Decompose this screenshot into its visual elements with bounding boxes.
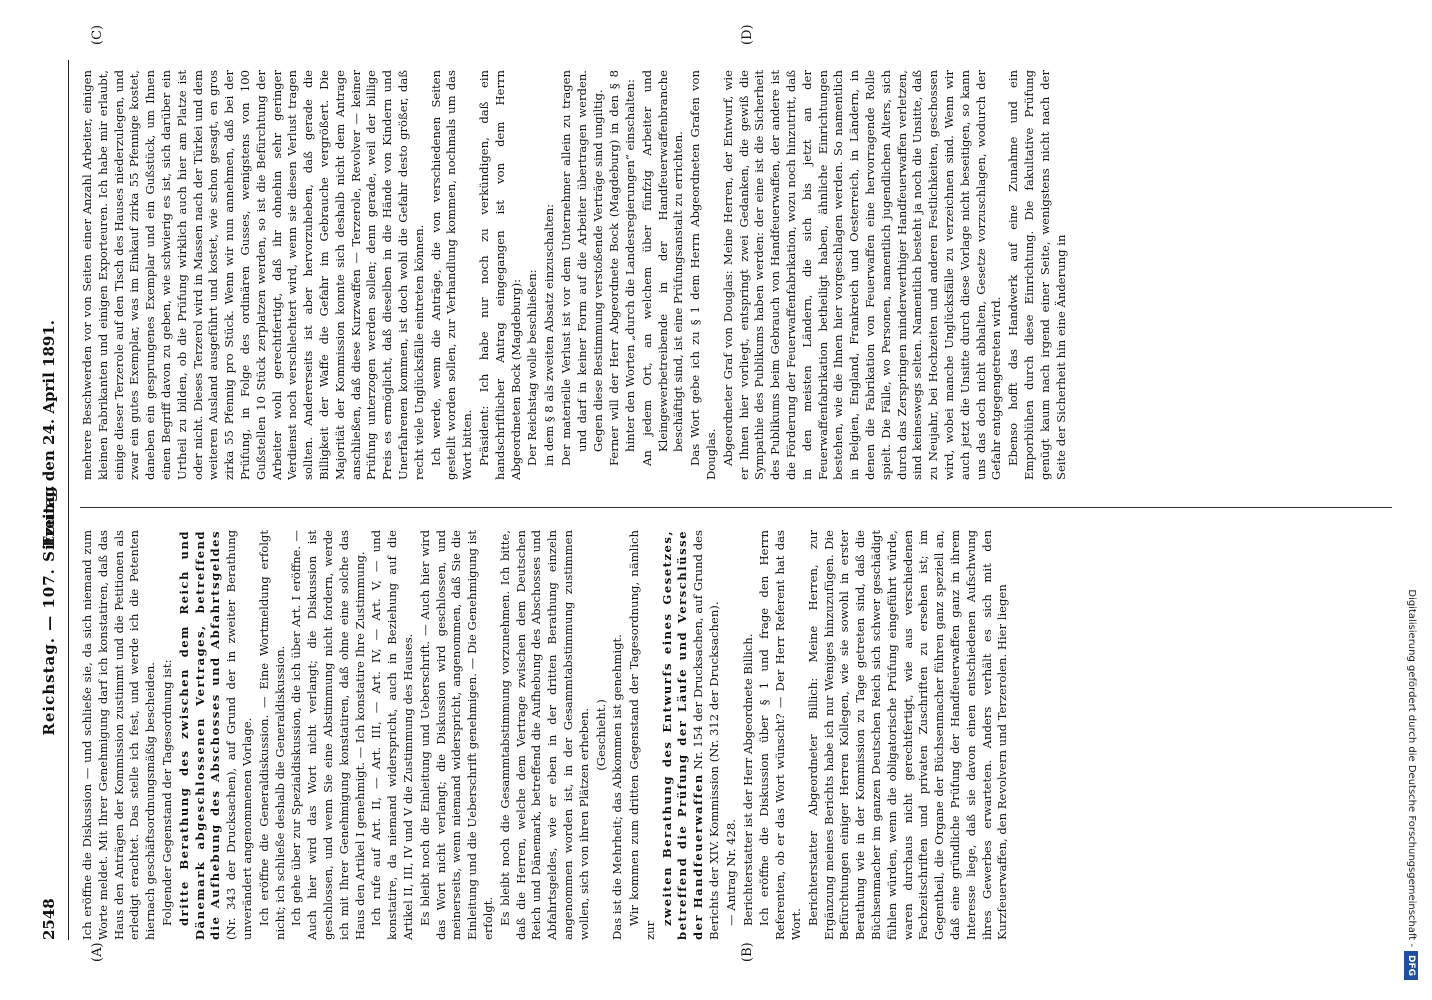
dfg-stamp: [1400, 20, 1422, 980]
paragraph-text: Der Reichstag wolle beschließen:: [525, 269, 540, 466]
margin-marker-d: (D): [740, 24, 755, 45]
paragraph: [289, 530, 368, 940]
paragraph-text: Berichterstatter Abgeordneter Billich: Meine Herren, zur Ergänzung meines Berichts habe ich nur Weniges hinzuzufügen. Die Befürchtungen einiger Herren Kollegen, wie sie sowohl in erster Berathung wie in der Kommission zu Tage getreten sind, daß die Büchsenmacher im ganzen Deutschen Reich sich schwer geschädigt fühlen würden, wenn die obligatorische Prüfung eingeführt würde, waren durchaus nicht gerechtfertigt, wie aus verschiedenen Fachzeitschriften und privaten Zuschriften zu ersehen ist; im Gegentheil, die Organe der Büchsenmacher führen ganz speziell an, daß eine gründliche Prüfung der Handfeuerwaffen ganz in ihrem Interesse liege, daß sie davon einen entschiedenen Aufschwung ihres Gewerbes erwarteten. Anders verhält es sich mit den Kurzfeuerwaffen, den Revolvern und Terzerolen. Hier liegen: [805, 530, 1010, 940]
paragraph-text: — Antrag Nr. 428.: [723, 819, 738, 926]
paragraph: [80, 530, 159, 940]
paragraph-text: mehrere Beschwerden vor von Seiten einer Anzahl Arbeiter, einigen kleinen Fabrikanten und einigen Exporteuren. Ich habe mir erlaubt, einige dieser Terzerole auf den Tisch des Hauses niederzulegen, und zwar ein gutes Exemplar, was im Einkauf zirka 55 Pfennige kostet, daneben ein gesprungenes Exemplar und ein Gußstück, um Ihnen einen Begriff davon zu geben, wie schwierig es ist, sich darüber ein Urtheil zu bilden, ob die Prüfung wirklich auch hier am Platze ist oder nicht. Dieses Terzerol wird in Massen nach der Türkei und dem weiteren Ausland ausgeführt und kostet, wie schon gesagt, en gros zirka 55 Pfennig pro Stück. Wenn wir nun annehmen, daß bei der Prüfung, in Folge des ordinären Gusses, wenigstens von 100 Gußstellen 10 Stück zerplatzen werden, so ist die Befürchtung der Arbeiter wohl gerechtfertigt, daß ihr ohnehin sehr geringer Verdienst noch verschlechtert wird, wenn sie diesen Verlust tragen sollten. Andererseits ist aber hervorzuheben, daß gerade die Billigkeit der Waffe die Gefahr im Gebrauche vergrößert. Die Majorität der Kommission konnte sich deshalb nicht dem Antrage anschließen, daß diese Kurzwaffen — Terzerole, Revolver — keiner Prüfung unterzogen werden sollen; denn gerade, weil der billige Preis es ermöglicht, daß dieselben in die Hände von Kindern und Unerfahrenen kommen, ist doch wohl die Gefahr desto größer, daß recht viele Unglücksfälle eintreten können.: [80, 70, 426, 480]
paragraph-text: (Geschieht.): [593, 699, 608, 771]
paragraph: [429, 70, 476, 480]
session-date: Freitag den 24. April 1891.: [40, 320, 58, 547]
paragraph: [757, 530, 804, 940]
paragraph: [640, 70, 687, 480]
paragraph: [257, 530, 289, 940]
paragraph: [724, 530, 740, 940]
page-header: [40, 60, 70, 940]
paragraph: [498, 530, 593, 940]
paragraph-text: Berichterstatter ist der Herr Abgeordnete Billich.: [740, 633, 755, 926]
paragraph: [542, 70, 558, 480]
paragraph: [610, 530, 626, 940]
paragraph-text: Ich eröffne die Diskussion — und schließe sie, da sich niemand zum Worte meldet. Mit Ihrer Genehmigung darf ich konstatiren, daß das Haus den Anträgen der Kommission zustimmt und die Petitionen als erledigt erachtet. Das stelle ich fest, und werde ich die Petenten hiernach geschäftsordnungsmäßig bescheiden.: [80, 530, 158, 940]
paragraph-text: Abgeordneter Graf von Douglas: Meine Herren, der Entwurf, wie er Ihnen hier vorliegt, entspringt zwei Gedanken, die gewiß die Sympathie des Publikums haben werden: der eine ist die Sicherheit des Publikums beim Gebrauch von Handfeuerwaffen, der andere ist die Förderung der Feuerwaffenfabrikation, wozu noch hinzutritt, daß in den meisten Ländern, die sich bis jetzt an der Feuerwaffenfabrikation betheiligt haben, ähnliche Einrichtungen bestehen, wie die Ihnen hier vorgeschlagen werden. So namentlich in Belgien, England, Frankreich und Oesterreich, in Ländern, in denen die Fabrikation von Feuerwaffen eine hervorragende Rolle spielt. Die Fälle, wo Personen, namentlich jugendlichen Alters, sich durch das Zerspringen minderwerthiger Handfeuerwaffen verletzen, sind keineswegs selten. Namentlich besteht ja noch die Unsitte, daß zu Neujahr, bei Hochzeiten und anderen Festlichkeiten, geschossen wird, wobei manche Unglücksfälle zu verzeichnen sind. Wenn wir auch jetzt die Unsitte durch diese Vorlage nicht beseitigen, so kann uns das doch nicht abhalten, Gesetze vorzuschlagen, wodurch der Gefahr entgegengetreten wird.: [720, 70, 1004, 480]
paragraph: [594, 530, 610, 940]
paragraph: [721, 70, 1005, 480]
paragraph-text: in dem § 8 als zweiten Absatz einzuschalten:: [542, 203, 557, 466]
paragraph: [627, 530, 659, 940]
paragraph: [525, 70, 541, 480]
dfg-logo: DFG: [1404, 951, 1418, 980]
paragraph-text: Präsident: Ich habe nur noch zu verkündigen, daß ein handschriftlicher Antrag eingegangen ist von dem Herrn Abgeordneten Bock (Magdeburg):: [476, 70, 523, 480]
paragraph-text: Ich gehe über zur Spezialdiskussion, die ich über Art. I eröffne. — Auch hier wird das Wort nicht verlangt; die Diskussion ist geschlossen, und wenn Sie eine Abstimmung nicht fordern, werde ich mit Ihrer Genehmigung konstatiren, daß ohne eine solche das Haus den Artikel I genehmigt. — Ich konstatire Ihre Zustimmung.: [289, 530, 367, 940]
paragraph-text: Der materielle Verlust ist vor dem Unternehmer allein zu tragen und darf in keiner Form auf die Arbeiter übertragen werden. Gegen diese Bestimmung verstoßende Verträge sind ungiltig.: [558, 70, 605, 466]
session-title: Reichstag. — 107. Sitzung.: [40, 484, 58, 736]
margin-marker-b: (B): [740, 942, 755, 962]
paragraph-text: Wir kommen zum dritten Gegenstand der Tagesordnung, nämlich zur: [627, 530, 657, 940]
paragraph: [418, 530, 497, 940]
right-text-column: [80, 70, 1392, 480]
header-rule: [68, 60, 69, 940]
column-divider: [80, 507, 1392, 508]
paragraph: [1006, 70, 1069, 480]
paragraph: [806, 530, 1011, 940]
bold-heading: dritte Berathung des zwischen dem Reich und Dänemark abgeschlossenen Vertrages, betreffend die Aufhebung des Abschosses und Abfahrtsgeldes: [176, 530, 223, 940]
paragraph-text: Das ist die Mehrheit; das Abkommen ist genehmigt.: [610, 634, 625, 940]
paragraph: [160, 530, 176, 940]
paragraph-text: Ich werde, wenn die Anträge, die von verschiedenen Seiten gestellt worden sollen, zur Verhandlung kommen, nochmals um das Wort bitten.: [428, 70, 475, 480]
paragraph: [559, 70, 606, 480]
paragraph-text: Nr. 154 der Drucksachen, auf Grund des Berichts der XIV. Kommission (Nr. 312 der Drucksachen).: [691, 530, 722, 940]
page-number: 2548: [40, 898, 58, 940]
bold-heading: zweiten Berathung des Entwurfs eines Gesetzes, betreffend die Prüfung der Läufe und Verschlüsse der Handfeuerwaffen: [659, 530, 706, 940]
paragraph-text: (Nr. 343 der Drucksachen), auf Grund der in zweiter Berathung unverändert angenommenen Vorlage.: [224, 530, 254, 940]
paragraph-text: Ich eröffne die Generaldiskussion. — Eine Wortmeldung erfolgt nicht; ich schließe deshalb die Generaldiskussion.: [256, 530, 287, 940]
dfg-stamp-text: Digitalisierung gefördert durch die Deutsche Forschungsgemeinschaft -: [1406, 589, 1417, 947]
paragraph-text: Folgender Gegenstand der Tagesordnung ist:: [159, 659, 174, 926]
paragraph-text: Das Wort gebe ich zu § 1 dem Herrn Abgeordneten Grafen von Douglas.: [688, 70, 719, 480]
paragraph-text: Ebenso hofft das Handwerk auf eine Zunahme und ein Emporblühen durch diese Einrichtung. Die fakultative Prüfung genügt kaum nach irgend einer Seite, wenigstens nicht nach der Seite der Sicherheit hin eine Änderung in: [1006, 70, 1068, 480]
paragraph: [688, 70, 720, 480]
paragraph: [369, 530, 416, 940]
paragraph: [660, 530, 723, 940]
paragraph-text: Ich eröffne die Diskussion über § 1 und frage den Herrn Referenten, ob er das Wort wünscht? — Der Herr Referent hat das Wort.: [757, 530, 804, 940]
paragraph-text: Ich rufe auf Art. II, — Art. III, — Art. IV, — Art. V, — und konstatire, da niemand widerspricht, auch in Beziehung auf die Artikel II, III, IV und V die Zustimmung des Hauses.: [369, 530, 415, 940]
margin-marker-c: (C): [90, 24, 105, 45]
paragraph-text: Es bleibt noch die Gesammtabstimmung vorzunehmen. Ich bitte, daß die Herren, welche dem Vertrage zwischen dem Deutschen Reich und Dänemark, betreffend die Aufhebung des Abschosses und Abfahrtsgeldes, wie er eben in der dritten Berathung einzeln angenommen worden ist, in der Gesammtabstimmung zustimmen wollen, sich von ihren Plätzen erheben.: [497, 530, 591, 940]
paragraph-text: Es bleibt noch die Einleitung und Ueberschrift. — Auch hier wird das Wort nicht verlangt; die Diskussion wird geschlossen, und meinerseits, wenn niemand widerspricht, angenommen, daß Sie die Einleitung und die Ueberschrift genehmigen. — Die Genehmigung ist erfolgt.: [417, 530, 495, 940]
paragraph: [477, 70, 524, 480]
margin-marker-a: (A): [90, 942, 105, 962]
paragraph: [607, 70, 639, 480]
paragraph-text: Ferner will der Herr Abgeordnete Bock (Magdeburg) in den § 8 hinter den Worten „durch die Landesregierungen“ einschalten:: [607, 70, 638, 466]
paragraph: [741, 530, 757, 940]
paragraph: [177, 530, 256, 940]
left-text-column: [80, 530, 1392, 940]
paragraph: [80, 70, 428, 480]
paragraph-text: An jedem Ort, an welchem über fünfzig Arbeiter und Kleingewerbetreibende in der Handfeuerwaffenbranche beschäftigt sind, ist eine Prüfungsanstalt zu errichten.: [639, 70, 686, 466]
